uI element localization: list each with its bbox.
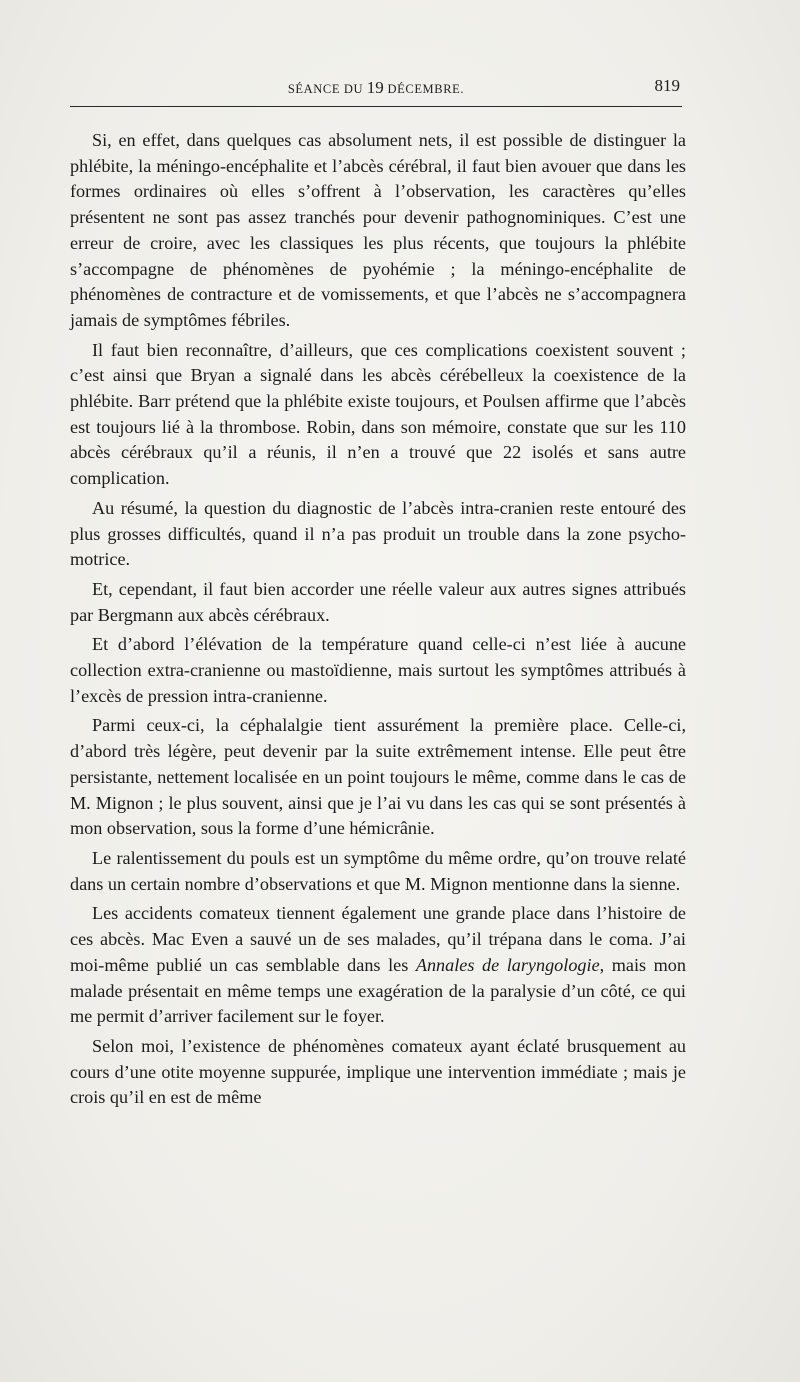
paragraph-8	[70, 901, 686, 1030]
paragraph-3: Au résumé, la question du diagnostic de l’abcès intra-cranien reste entouré des plus grosses difficultés, quand il n’a pas produit un trouble dans la zone psycho-motrice.	[70, 497, 686, 570]
running-title-part-b: DÉCEMBRE.	[383, 82, 465, 96]
body-text	[70, 128, 686, 1115]
header-rule	[70, 106, 682, 107]
paragraph-9: Selon moi, l’existence de phénomènes comateux ayant éclaté brusquement au cours d’une otite moyenne suppurée, implique une intervention immédiate ; mais je crois qu’il en est de même	[70, 1035, 686, 1108]
paragraph-6: Parmi ceux-ci, la céphalalgie tient assurément la première place. Celle-ci, d’abord très légère, peut devenir par la suite extrêmement intense. Elle peut être persistante, nettement localisée en un point toujours le même, comme dans le cas de M. Mignon ; le plus souvent, ainsi que je l’ai vu dans les cas qui se sont présentés à mon observation, sous la forme d’une hémicrânie.	[70, 715, 686, 839]
journal-title: Annales de laryngologie	[415, 954, 600, 975]
running-title-part-a: SÉANCE DU	[287, 82, 367, 96]
paragraph-2: Il faut bien reconnaître, d’ailleurs, que ces complications coexistent souvent ; c’est ainsi que Bryan a signalé dans les abcès cérébelleux la coexistence de la phlébite. Barr prétend que la phlébite existe toujours, et Poulsen affirme que l’abcès est toujours lié à la thrombose. Robin, dans son mémoire, constate que sur les 110 abcès cérébraux qu’il a réunis, il n’en a trouvé que 22 isolés et sans autre complication.	[70, 339, 686, 489]
paragraph-7: Le ralentissement du pouls est un symptôme du même ordre, qu’on trouve relaté dans un certain nombre d’observations et que M. Mignon mentionne dans la sienne.	[70, 847, 686, 894]
paragraph-4: Et, cependant, il faut bien accorder une réelle valeur aux autres signes attribués par Bergmann aux abcès cérébraux.	[70, 578, 686, 625]
running-head	[70, 76, 682, 100]
running-title-day: 19	[366, 78, 384, 97]
running-title	[70, 78, 682, 98]
page-number: 819	[654, 76, 680, 95]
paragraph-8-part-b: , mais mon malade présentait en même temps une exagération de la paralysie d’un côté, ce qui me permit d’arriver facilement sur le foyer.	[70, 954, 686, 1027]
paragraph-8-part-a: Les accidents comateux tiennent également une grande place dans l’histoire de ces abcès. Mac Even a sauvé un de ses malades, qu’il trépana dans le coma. J’ai moi-même publié un cas semblable dans les	[70, 903, 686, 975]
paragraph-1: Si, en effet, dans quelques cas absolument nets, il est possible de distinguer la phlébite, la méningo-encéphalite et l’abcès cérébral, il faut bien avouer que dans les formes ordinaires où elles s’offrent à l’observation, les caractères qu’elles présentent ne sont pas assez tranchés pour devenir pathognominiques. C’est une erreur de croire, avec les classiques les plus récents, que toujours la phlébite s’accompagne de phénomènes de pyohémie ; la méningo-encéphalite de phénomènes de contracture et de vomissements, et que l’abcès ne s’accompagnera jamais de symptômes fébriles.	[70, 130, 686, 330]
paragraph-5: Et d’abord l’élévation de la température quand celle-ci n’est liée à aucune collection extra-cranienne ou mastoïdienne, mais surtout les symptômes attribués à l’excès de pression intra-cranienne.	[70, 634, 686, 706]
